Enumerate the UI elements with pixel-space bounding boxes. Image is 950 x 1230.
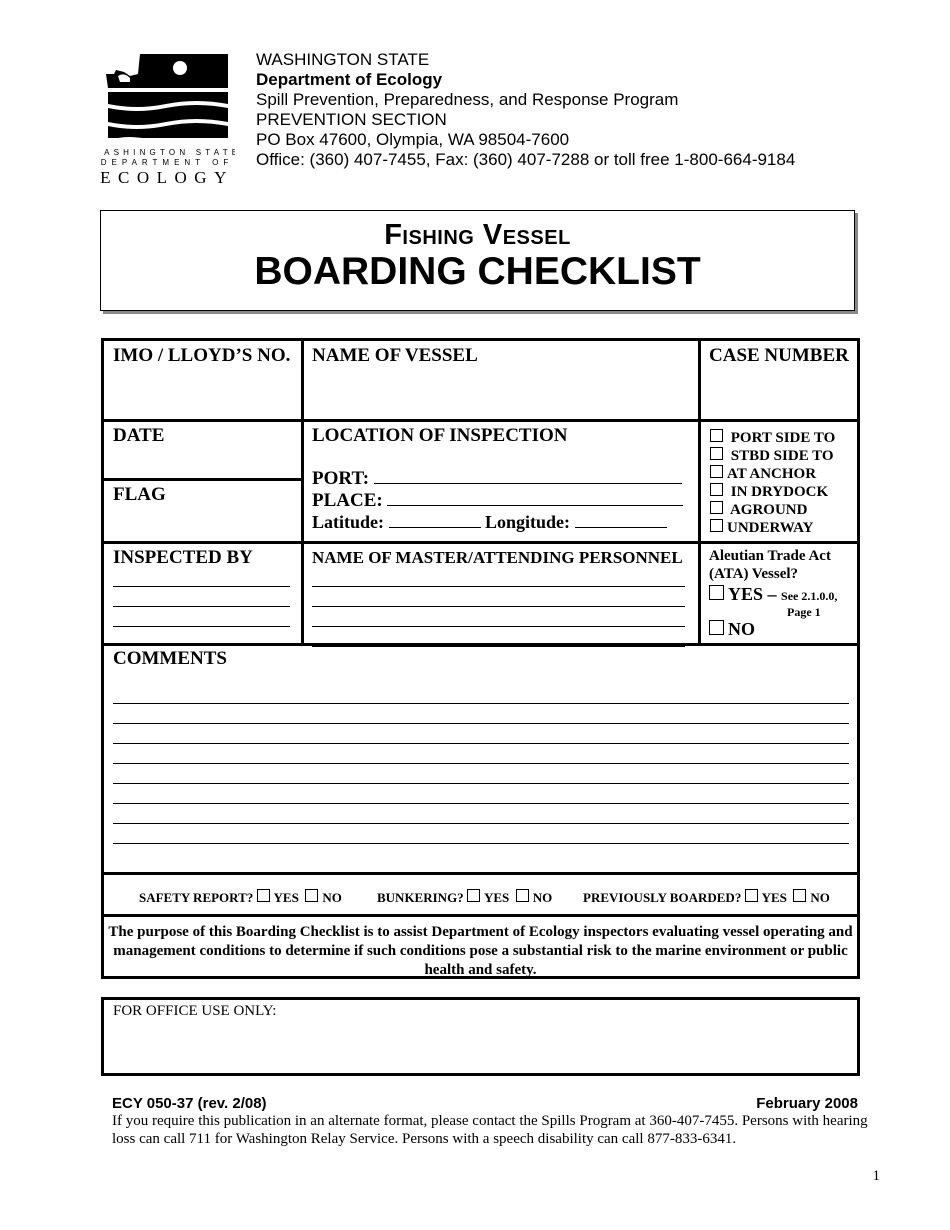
page-number: 1 bbox=[872, 1168, 880, 1184]
agency-header bbox=[256, 50, 795, 170]
coordinates-field[interactable] bbox=[312, 511, 667, 533]
master-lines[interactable] bbox=[312, 569, 685, 647]
agency-department: Department of Ecology bbox=[256, 70, 443, 89]
status-option[interactable]: PORT SIDE TO bbox=[710, 429, 835, 447]
checkbox[interactable] bbox=[709, 620, 724, 635]
svg-text:DEPARTMENT OF: DEPARTMENT OF bbox=[100, 158, 234, 167]
comments-lines[interactable] bbox=[113, 684, 849, 844]
checkbox[interactable] bbox=[710, 429, 723, 442]
agency-address: PO Box 47600, Olympia, WA 98504-7600 bbox=[256, 130, 570, 149]
form-date: February 2008 bbox=[756, 1095, 858, 1112]
vessel-name-label: NAME OF VESSEL bbox=[312, 345, 478, 366]
port-field[interactable] bbox=[312, 467, 682, 490]
longitude-label: Longitude: bbox=[485, 512, 571, 532]
status-option[interactable]: UNDERWAY bbox=[710, 519, 835, 537]
checkbox[interactable] bbox=[257, 889, 270, 902]
checkbox[interactable] bbox=[745, 889, 758, 902]
checkbox[interactable] bbox=[710, 483, 723, 496]
agency-program: Spill Prevention, Preparedness, and Response Program bbox=[256, 90, 679, 109]
checkbox[interactable] bbox=[305, 889, 318, 902]
ata-no-option[interactable]: NO bbox=[709, 619, 755, 640]
imo-field[interactable] bbox=[108, 371, 298, 415]
office-use-box[interactable] bbox=[101, 997, 860, 1076]
checkbox[interactable] bbox=[709, 585, 724, 600]
agency-phone: Office: (360) 407-7455, Fax: (360) 407-7288 or toll free 1-800-664-9184 bbox=[256, 150, 796, 169]
form-number: ECY 050-37 (rev. 2/08) bbox=[112, 1095, 267, 1112]
ata-page-note: Page 1 bbox=[787, 605, 821, 619]
inspected-by-label: INSPECTED BY bbox=[113, 547, 253, 568]
inspected-by-lines[interactable] bbox=[113, 571, 290, 627]
title-subtitle: Fishing Vessel bbox=[384, 219, 571, 251]
checkbox[interactable] bbox=[710, 465, 723, 478]
status-option[interactable]: STBD SIDE TO bbox=[710, 447, 835, 465]
date-label: DATE bbox=[113, 425, 165, 446]
checkbox[interactable] bbox=[793, 889, 806, 902]
office-use-label: FOR OFFICE USE ONLY: bbox=[113, 1003, 277, 1019]
imo-label: IMO / LLOYD’S NO. bbox=[113, 345, 291, 366]
vessel-name-field[interactable] bbox=[309, 371, 694, 415]
purpose-statement: The purpose of this Boarding Checklist is to assist Department of Ecology inspectors evaluating vessel operating and management conditions to determine if such conditions pose a substantial risk to the marine environment or public health and safety. bbox=[108, 924, 853, 978]
svg-text:ECOLOGY: ECOLOGY bbox=[100, 168, 234, 187]
status-option[interactable]: AGROUND bbox=[710, 501, 835, 519]
latitude-label: Latitude: bbox=[312, 512, 384, 532]
place-label: PLACE: bbox=[312, 490, 383, 511]
flag-label: FLAG bbox=[113, 484, 166, 505]
ecology-logo bbox=[100, 52, 235, 187]
ata-see-note: See 2.1.0.0, bbox=[781, 589, 838, 603]
status-option[interactable]: IN DRYDOCK bbox=[710, 483, 835, 501]
page-title: BOARDING CHECKLIST bbox=[254, 250, 701, 293]
checkbox[interactable] bbox=[516, 889, 529, 902]
svg-text:WASHINGTON STATE: WASHINGTON STATE bbox=[100, 148, 235, 157]
checkbox[interactable] bbox=[710, 447, 723, 460]
port-label: PORT: bbox=[312, 468, 370, 489]
bunkering-question: BUNKERING? YES NO bbox=[377, 890, 553, 905]
ata-line2: (ATA) Vessel? bbox=[709, 566, 799, 582]
accessibility-notice: If you require this publication in an alternate format, please contact the Spills Program at 360-407-7455. Persons with hearing loss can call 711 for Washington Relay Service. Persons with a speech disability can call 877-833-6341. bbox=[112, 1113, 868, 1147]
master-label: NAME OF MASTER/ATTENDING PERSONNEL bbox=[312, 548, 683, 567]
comments-label: COMMENTS bbox=[113, 648, 227, 669]
case-number-label: CASE NUMBER bbox=[709, 345, 849, 366]
place-field[interactable] bbox=[312, 489, 683, 512]
location-label: LOCATION OF INSPECTION bbox=[312, 425, 568, 446]
agency-section: PREVENTION SECTION bbox=[256, 110, 447, 129]
agency-state: WASHINGTON STATE bbox=[256, 50, 430, 69]
checkbox[interactable] bbox=[710, 519, 723, 532]
vessel-status-options bbox=[710, 429, 835, 537]
checkbox[interactable] bbox=[710, 501, 723, 514]
title-box bbox=[100, 210, 855, 311]
ata-question bbox=[709, 547, 831, 583]
previously-boarded-question: PREVIOUSLY BOARDED? YES NO bbox=[583, 890, 830, 905]
ata-line1: Aleutian Trade Act bbox=[709, 548, 831, 564]
boarding-form bbox=[101, 338, 860, 979]
ecology-logo-icon bbox=[100, 52, 235, 187]
status-option[interactable]: AT ANCHOR bbox=[710, 465, 835, 483]
safety-report-question: SAFETY REPORT? YES NO bbox=[139, 890, 342, 905]
case-number-field[interactable] bbox=[704, 371, 854, 415]
checkbox[interactable] bbox=[467, 889, 480, 902]
ata-yes-option[interactable]: YES – See 2.1.0.0, bbox=[709, 584, 837, 605]
